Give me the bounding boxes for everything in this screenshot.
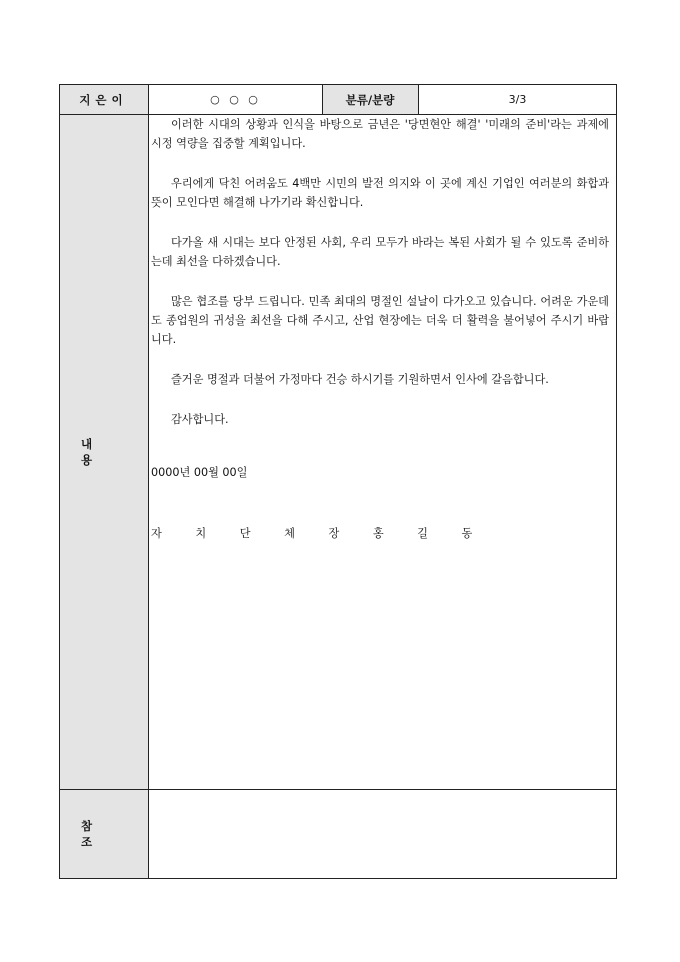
- paragraph-2: 우리에게 닥친 어려움도 4백만 시민의 발전 의지와 이 곳에 계신 기업인 여러분의 화합과 뜻이 모인다면 해결해 나가기라 확신합니다.: [151, 177, 609, 209]
- closing-line: 감사합니다.: [171, 413, 229, 426]
- content-body: [151, 115, 609, 564]
- date-line: 0000년 00월 00일: [151, 466, 248, 479]
- signer-line: 자 치 단 체 장 홍 길 동: [151, 527, 479, 540]
- author-value: ○ ○ ○: [210, 93, 261, 106]
- category-label: 분류/분량: [345, 92, 395, 107]
- paragraph-4: 많은 협조를 당부 드립니다. 민족 최대의 명절인 설날이 다가오고 있습니다. 어려운 가운데도 종업원의 귀성을 최선을 다해 주시고, 산업 현장에는 더욱 더 활력을 불어넣어 주시기 바랍니다.: [151, 295, 609, 346]
- document-form: [59, 84, 617, 879]
- reference-content: [149, 790, 616, 878]
- category-value: 3/3: [508, 93, 527, 106]
- paragraph-1: 이러한 시대의 상황과 인식을 바탕으로 금년은 '당면현안 해결' '미래의 준비'라는 과제에 시정 역량을 집중할 계획입니다.: [151, 118, 609, 150]
- paragraph-5: 즐거운 명절과 더불어 가정마다 건승 하시기를 기원하면서 인사에 갈음합니다.: [171, 373, 549, 386]
- author-label: 지은이: [79, 92, 128, 107]
- paragraph-3: 다가올 새 시대는 보다 안정된 사회, 우리 모두가 바라는 복된 사회가 될 수 있도록 준비하는데 최선을 다하겠습니다.: [151, 236, 609, 268]
- reference-label: 참 조: [81, 819, 115, 849]
- content-label: 내 용: [81, 437, 115, 467]
